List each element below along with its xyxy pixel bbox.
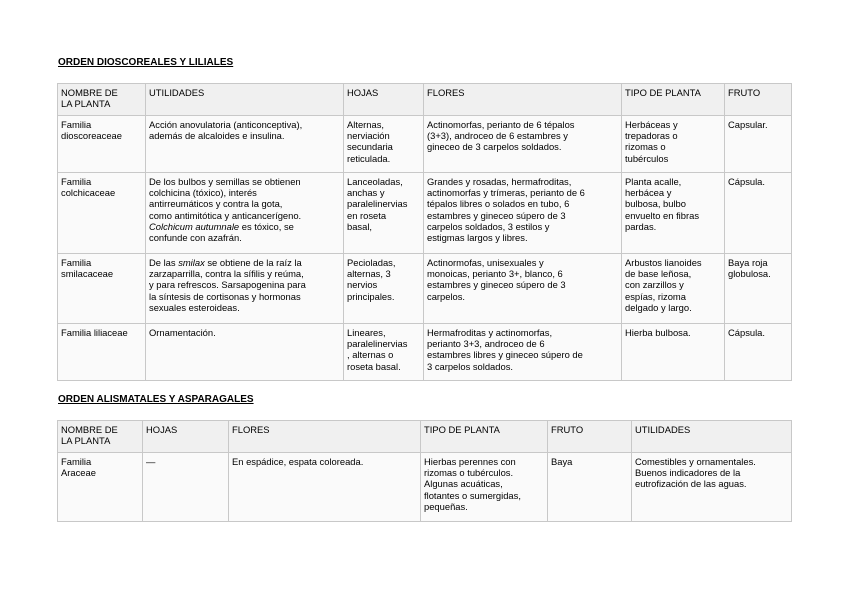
table-row — [58, 173, 792, 254]
cell-tipo: Hierbas perennes con rizomas o tubérculos. Algunas acuáticas, flotantes o sumergidas, pequeñas. — [421, 453, 548, 522]
cell-nombre: Familia Araceae — [58, 453, 143, 522]
cell-tipo: Arbustos lianoides de base leñosa, con zarzillos y espías, rizoma delgado y largo. — [622, 254, 725, 324]
section-title-dioscoreales: ORDEN DIOSCOREALES Y LILIALES — [58, 57, 234, 68]
cell-hojas: Pecioladas, alternas, 3 nervios principales. — [344, 254, 424, 324]
cell-utilidades-text: De las — [149, 257, 179, 268]
cell-nombre: Familia liliaceae — [58, 324, 146, 381]
cell-flores: Hermafroditas y actinomorfas, perianto 3+3, androceo de 6 estambres libres y gineceo súpero de 3 carpelos soldados. — [424, 324, 622, 381]
table-header-row — [58, 84, 792, 116]
cell-flores: Grandes y rosadas, hermafroditas, actinomorfas y trímeras, perianto de 6 tépalos libres o solados en tubo, 6 estambres y gineceo súpero de 3 carpelos soldados, 3 estilos y estigmas largos y libres. — [424, 173, 622, 254]
cell-fruto: Cápsula. — [725, 324, 792, 381]
cell-utilidades-text-end: se obtiene de la raíz la zarzaparrilla, contra la sífilis y reúma, y para refrescos. Sarsapogenina para la síntesis de cortisonas y hormonas sexuales esteroideas. — [149, 257, 306, 313]
table-dioscoreales — [57, 83, 792, 381]
cell-tipo: Hierba bulbosa. — [622, 324, 725, 381]
cell-fruto: Cápsula. — [725, 173, 792, 254]
header-utilidades: UTILIDADES — [146, 84, 344, 116]
cell-utilidades-text-end: es tóxico, se confunde con azafrán. — [149, 220, 294, 244]
table-row — [58, 254, 792, 324]
cell-utilidades-text: De los bulbos y semillas se obtienen colchicina (tóxico), interés antirreumáticos y contra la gota, como antimitótica y anticancerígeno. — [149, 176, 302, 221]
cell-utilidades — [146, 173, 344, 254]
header-tipo: TIPO DE PLANTA — [622, 84, 725, 116]
cell-flores: En espádice, espata coloreada. — [229, 453, 421, 522]
cell-utilidades-genus: smilax — [178, 257, 205, 268]
cell-utilidades: Acción anovulatoria (anticonceptiva), además de alcaloides e insulina. — [146, 116, 344, 173]
cell-nombre: Familia dioscoreaceae — [58, 116, 146, 173]
cell-utilidades-species: Colchicum autumnale — [149, 220, 240, 232]
header-nombre: NOMBRE DE LA PLANTA — [58, 421, 143, 453]
cell-nombre: Familia colchicaceae — [58, 173, 146, 254]
header-flores: FLORES — [424, 84, 622, 116]
table-row — [58, 116, 792, 173]
cell-nombre: Familia smilacaceae — [58, 254, 146, 324]
header-fruto: FRUTO — [548, 421, 632, 453]
cell-hojas: — — [143, 453, 229, 522]
header-fruto: FRUTO — [725, 84, 792, 116]
header-hojas: HOJAS — [344, 84, 424, 116]
cell-utilidades: Comestibles y ornamentales. Buenos indicadores de la eutrofización de las aguas. — [632, 453, 792, 522]
cell-hojas: Lineares, paralelinervias , alternas o roseta basal. — [344, 324, 424, 381]
header-flores: FLORES — [229, 421, 421, 453]
section-title-alismatales: ORDEN ALISMATALES Y ASPARAGALES — [58, 394, 254, 405]
cell-flores: Actinormofas, unisexuales y monoicas, perianto 3+, blanco, 6 estambres y gineceo súpero de 3 carpelos. — [424, 254, 622, 324]
header-nombre: NOMBRE DE LA PLANTA — [58, 84, 146, 116]
cell-hojas: Lanceoladas, anchas y paralelinervias en roseta basal, — [344, 173, 424, 254]
header-utilidades: UTILIDADES — [632, 421, 792, 453]
table-header-row — [58, 421, 792, 453]
table-alismatales — [57, 420, 792, 522]
cell-utilidades: Ornamentación. — [146, 324, 344, 381]
cell-fruto: Capsular. — [725, 116, 792, 173]
table-row — [58, 324, 792, 381]
header-hojas: HOJAS — [143, 421, 229, 453]
table-row — [58, 453, 792, 522]
cell-tipo: Herbáceas y trepadoras o rizomas o tubérculos — [622, 116, 725, 173]
cell-utilidades — [146, 254, 344, 324]
cell-fruto: Baya roja globulosa. — [725, 254, 792, 324]
cell-fruto: Baya — [548, 453, 632, 522]
header-tipo: TIPO DE PLANTA — [421, 421, 548, 453]
cell-hojas: Alternas, nerviación secundaria reticulada. — [344, 116, 424, 173]
cell-flores: Actinomorfas, perianto de 6 tépalos (3+3), androceo de 6 estambres y gineceo de 3 carpelos soldados. — [424, 116, 622, 173]
cell-tipo: Planta acalle, herbácea y bulbosa, bulbo envuelto en fibras pardas. — [622, 173, 725, 254]
